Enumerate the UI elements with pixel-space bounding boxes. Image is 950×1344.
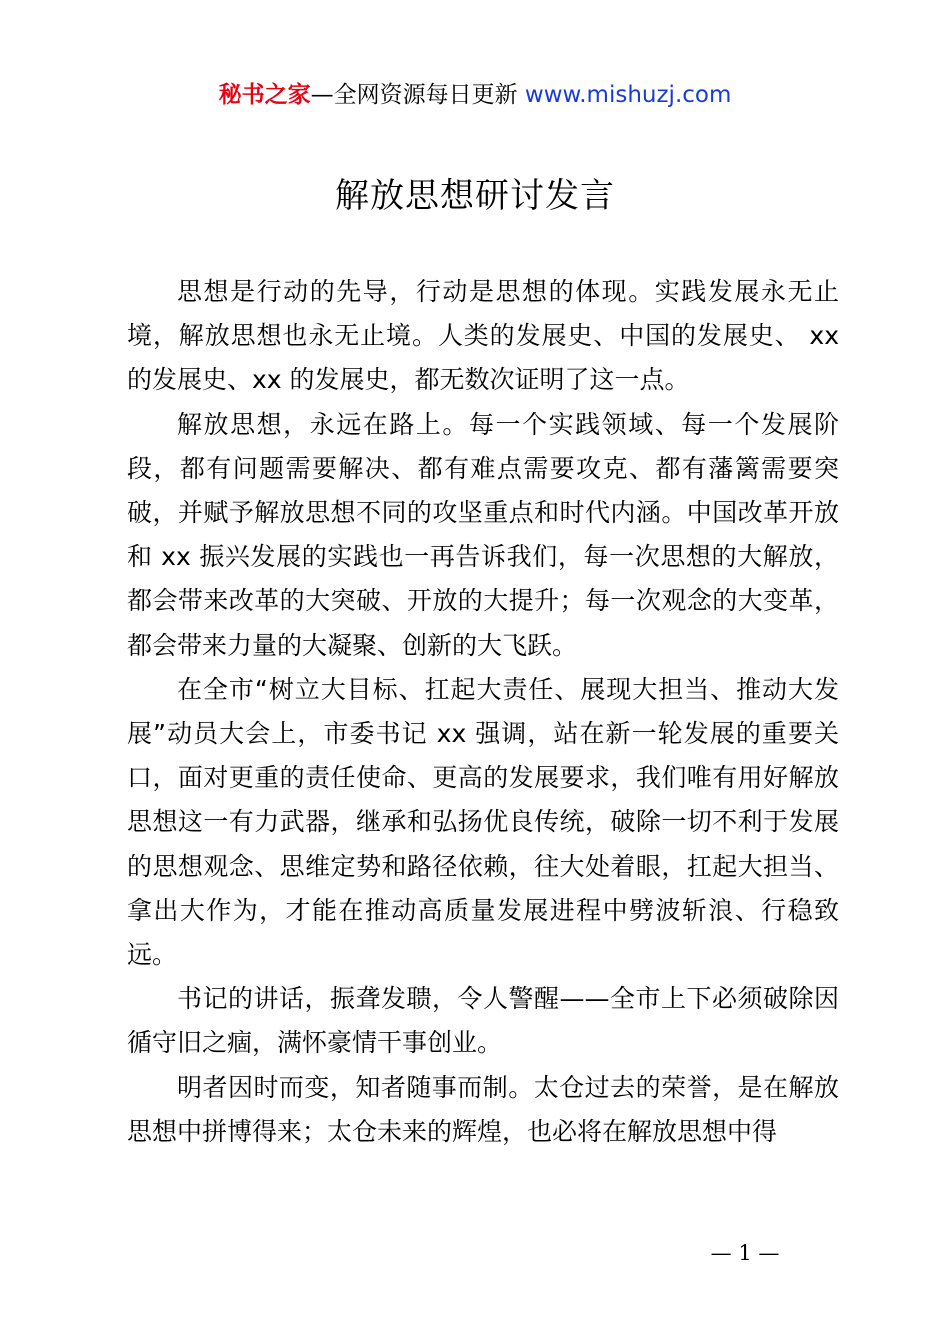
- paragraph: 思想是行动的先导，行动是思想的体现。实践发展永无止境，解放思想也永无止境。人类的发展史、中国的发展史、 xx 的发展史、xx 的发展史，都无数次证明了这一点。: [127, 277, 839, 395]
- site-brand: 秘书之家: [218, 82, 311, 108]
- document-title: 解放思想研讨发言: [335, 176, 615, 216]
- paragraph: 在全市“树立大目标、扛起大责任、展现大担当、推动大发展”动员大会上，市委书记 xx 强调，站在新一轮发展的重要关口，面对更重的责任使命、更高的发展要求，我们唯有用好解放思想这一有力武器，继承和弘扬优良传统，破除一切不利于发展的思想观念、思维定势和路径依赖，往大处着眼，扛起大担当、拿出大作为，才能在推动高质量发展进程中劈波斩浪、行稳致远。: [127, 674, 839, 970]
- paragraph: 解放思想，永远在路上。每一个实践领域、每一个发展阶段，都有问题需要解决、都有难点需要攻克、都有藩篱需要突破，并赋予解放思想不同的攻坚重点和时代内涵。中国改革开放和 xx 振兴发展的实践也一再告诉我们，每一次思想的大解放，都会带来改革的大突破、开放的大提升；每一次观念的大变革，都会带来力量的大凝聚、创新的大飞跃。: [127, 409, 839, 660]
- site-url-link[interactable]: www.mishuzj.com: [524, 82, 732, 108]
- site-header: [0, 78, 950, 112]
- paragraph: 明者因时而变，知者随事而制。太仓过去的荣誉，是在解放思想中拼博得来；太仓未来的辉煌，也必将在解放思想中得: [127, 1072, 839, 1146]
- document-body: [127, 270, 839, 1154]
- paragraph: 书记的讲话，振聋发聩，令人警醒——全市上下必须破除因循守旧之痼，满怀豪情干事创业。: [127, 984, 839, 1058]
- page-number: — 1 —: [710, 1241, 780, 1265]
- site-tagline: —全网资源每日更新: [310, 82, 525, 108]
